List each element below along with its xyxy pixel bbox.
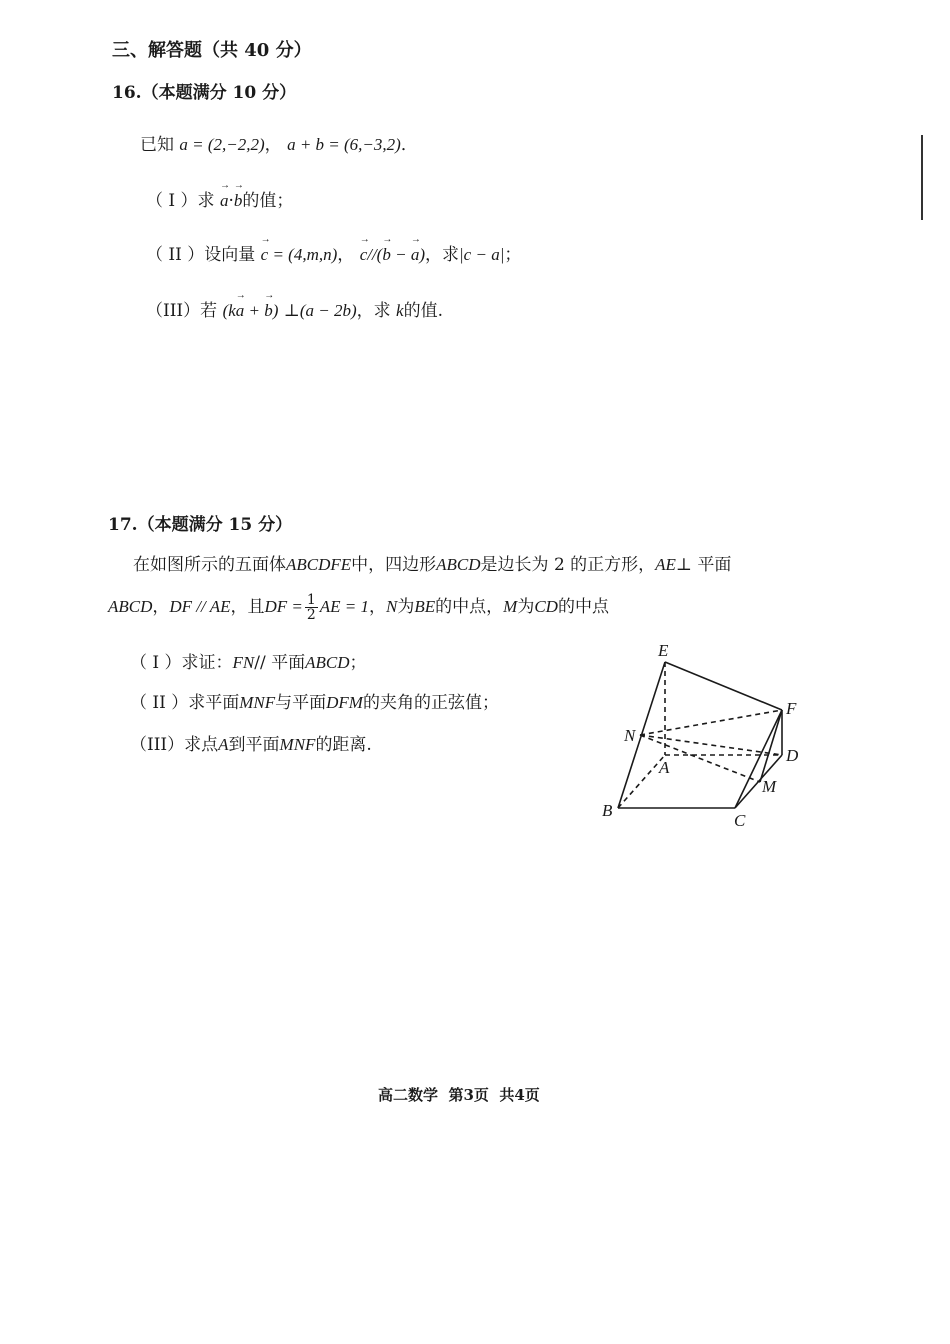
q17-stem-line2: ABCD，DF // AE，且DF = $\frac{1}{2}$ AE = 1，N为BE的中点，M为CD的中点 [108,592,609,623]
edge-NF [640,710,782,735]
q17-part3: （III）求点A到平面MNF的距离. [130,735,372,755]
q17-part1: （ I ）求证：FN// 平面ABCD； [130,653,367,673]
q17-header: 17.（本题满分 15 分） [108,515,293,535]
pentahedron-figure [590,640,820,830]
q17-stem-line1: 在如图所示的五面体ABCDFE中，四边形ABCD是边长为 2 的正方形，AE⊥ 平面 [133,555,732,575]
q16-header: 16.（本题满分 10 分） [112,83,297,103]
margin-mark [921,135,923,220]
edge-ND [640,735,782,755]
edge-AB [618,755,665,808]
q17-part2: （ II ）求平面MNF与平面DFM的夹角的正弦值； [130,693,499,713]
label-A: A [659,758,670,777]
q16-part2: （ II ）设向量 → c = (4,m,n)， → c//(→ b − → a)，求|c − a|； [146,240,521,265]
q16-given: 已知 a = (2,−2,2)， a + b = (6,−3,2)． [140,135,418,155]
label-F: F [786,699,797,718]
fraction-half: $\frac{1}{2}$ [306,592,316,623]
label-E: E [658,641,669,660]
q16-part1: （ I ）求 → a·→ b的值； [146,186,293,211]
label-D: D [786,746,799,765]
page-footer: 高二数学 第3页 共4页 [378,1086,540,1104]
edge-NM [640,735,760,782]
edge-MF [760,710,782,782]
label-C: C [734,811,746,830]
label-B: B [602,801,613,820]
label-N: N [624,726,636,745]
q16-part3: （III）若 (k→ a + → b) ⊥(a − 2b)，求 k的值. [146,296,443,321]
edge-EF [665,662,782,710]
label-M: M [762,777,777,796]
section-title: 三、解答题（共 40 分） [112,40,312,61]
